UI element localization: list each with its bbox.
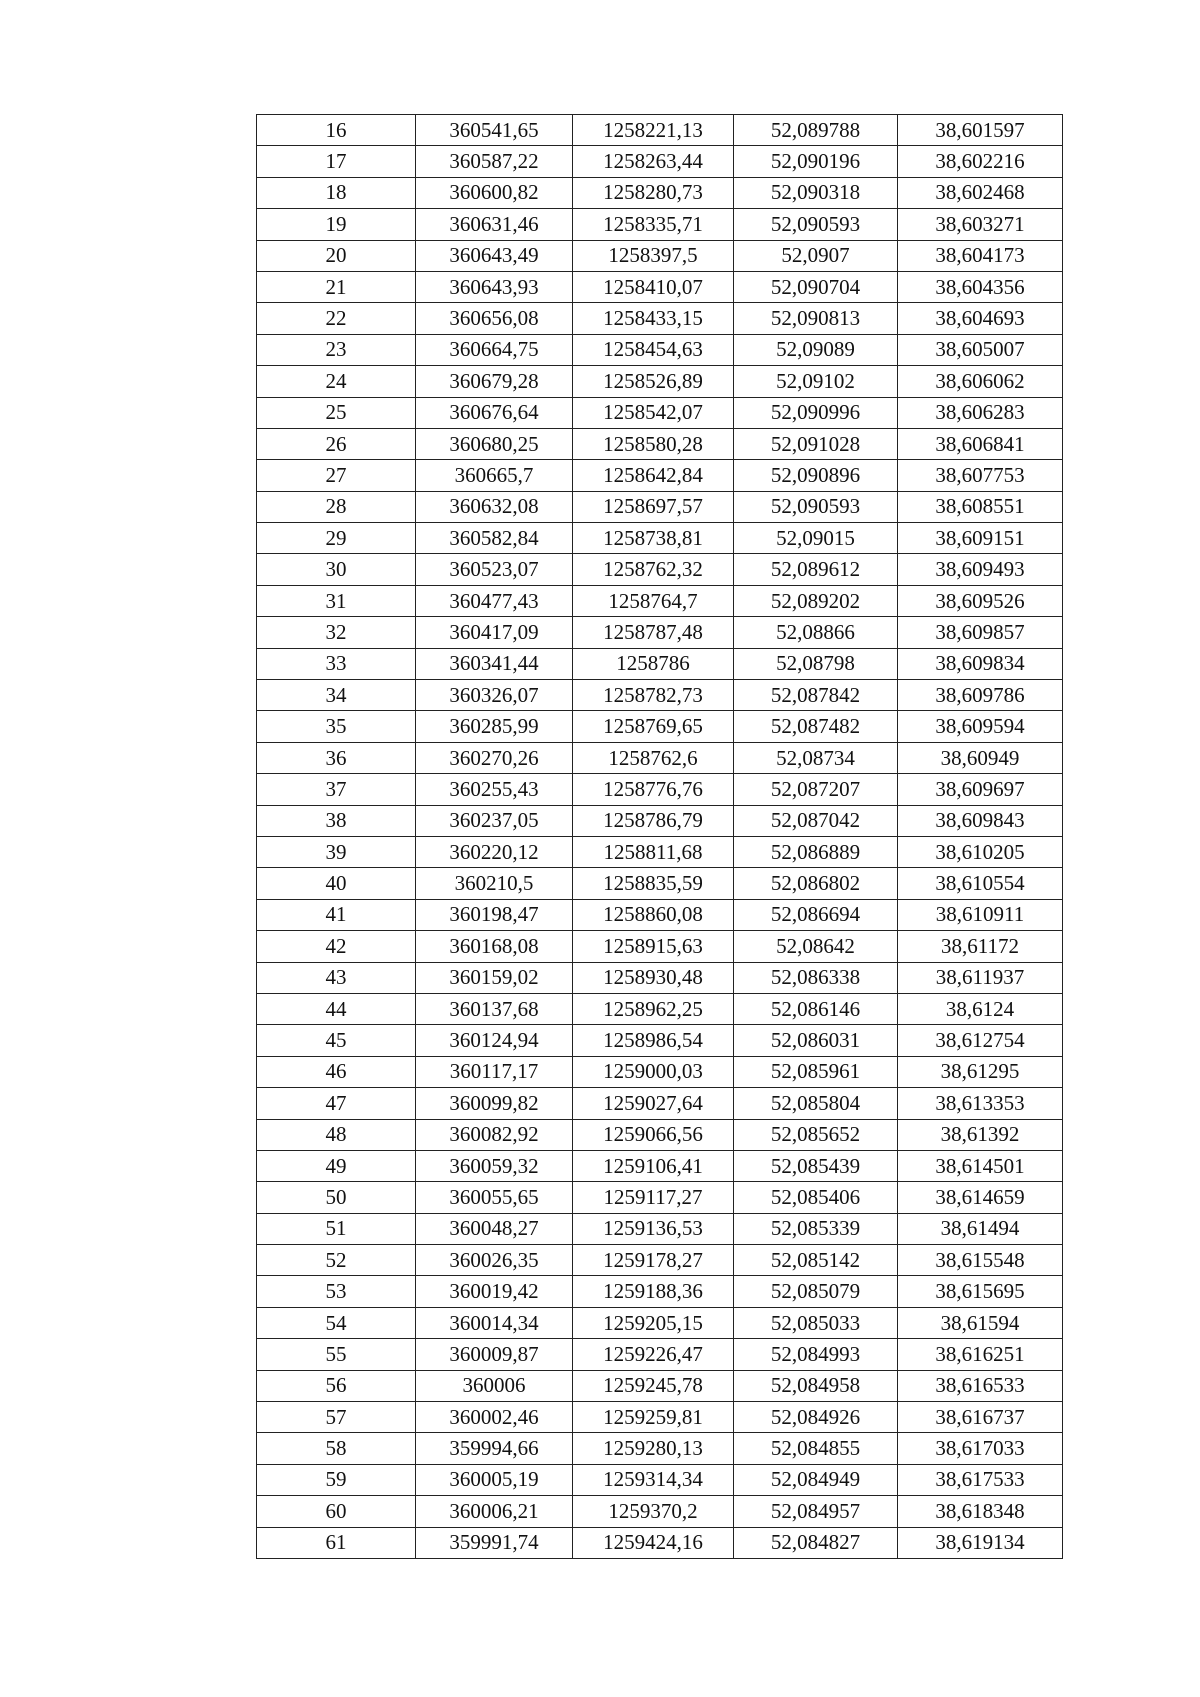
point-number-cell: 22 — [257, 303, 416, 334]
latitude-cell: 52,091028 — [734, 428, 898, 459]
x-coordinate-cell: 360099,82 — [416, 1088, 573, 1119]
longitude-cell: 38,60949 — [898, 742, 1063, 773]
point-number-cell: 31 — [257, 585, 416, 616]
point-number-cell: 24 — [257, 366, 416, 397]
table-row — [257, 397, 1063, 428]
longitude-cell: 38,606062 — [898, 366, 1063, 397]
x-coordinate-cell: 360059,32 — [416, 1150, 573, 1181]
table-row — [257, 366, 1063, 397]
point-number-cell: 51 — [257, 1213, 416, 1244]
y-coordinate-cell: 1258811,68 — [573, 836, 734, 867]
y-coordinate-cell: 1258786,79 — [573, 805, 734, 836]
longitude-cell: 38,617533 — [898, 1464, 1063, 1495]
table-row — [257, 993, 1063, 1024]
y-coordinate-cell: 1258782,73 — [573, 680, 734, 711]
latitude-cell: 52,085439 — [734, 1150, 898, 1181]
latitude-cell: 52,085652 — [734, 1119, 898, 1150]
longitude-cell: 38,604356 — [898, 271, 1063, 302]
y-coordinate-cell: 1259245,78 — [573, 1370, 734, 1401]
table-row — [257, 146, 1063, 177]
point-number-cell: 18 — [257, 177, 416, 208]
point-number-cell: 56 — [257, 1370, 416, 1401]
y-coordinate-cell: 1258397,5 — [573, 240, 734, 271]
x-coordinate-cell: 360117,17 — [416, 1056, 573, 1087]
point-number-cell: 20 — [257, 240, 416, 271]
longitude-cell: 38,602468 — [898, 177, 1063, 208]
y-coordinate-cell: 1258762,32 — [573, 554, 734, 585]
point-number-cell: 38 — [257, 805, 416, 836]
y-coordinate-cell: 1258221,13 — [573, 115, 734, 146]
table-row — [257, 460, 1063, 491]
point-number-cell: 25 — [257, 397, 416, 428]
x-coordinate-cell: 360270,26 — [416, 742, 573, 773]
table-row — [257, 648, 1063, 679]
x-coordinate-cell: 360006 — [416, 1370, 573, 1401]
table-row — [257, 1119, 1063, 1150]
longitude-cell: 38,609786 — [898, 680, 1063, 711]
x-coordinate-cell: 360048,27 — [416, 1213, 573, 1244]
point-number-cell: 19 — [257, 209, 416, 240]
latitude-cell: 52,084827 — [734, 1527, 898, 1558]
y-coordinate-cell: 1258335,71 — [573, 209, 734, 240]
x-coordinate-cell: 360220,12 — [416, 836, 573, 867]
y-coordinate-cell: 1258860,08 — [573, 899, 734, 930]
point-number-cell: 43 — [257, 962, 416, 993]
longitude-cell: 38,61295 — [898, 1056, 1063, 1087]
table-row — [257, 1213, 1063, 1244]
y-coordinate-cell: 1259106,41 — [573, 1150, 734, 1181]
longitude-cell: 38,618348 — [898, 1496, 1063, 1527]
x-coordinate-cell: 360014,34 — [416, 1307, 573, 1338]
x-coordinate-cell: 360523,07 — [416, 554, 573, 585]
longitude-cell: 38,61392 — [898, 1119, 1063, 1150]
longitude-cell: 38,609526 — [898, 585, 1063, 616]
y-coordinate-cell: 1258930,48 — [573, 962, 734, 993]
longitude-cell: 38,616737 — [898, 1402, 1063, 1433]
y-coordinate-cell: 1258786 — [573, 648, 734, 679]
y-coordinate-cell: 1258776,76 — [573, 774, 734, 805]
x-coordinate-cell: 360541,65 — [416, 115, 573, 146]
point-number-cell: 26 — [257, 428, 416, 459]
x-coordinate-cell: 360159,02 — [416, 962, 573, 993]
longitude-cell: 38,616533 — [898, 1370, 1063, 1401]
table-row — [257, 1150, 1063, 1181]
latitude-cell: 52,086889 — [734, 836, 898, 867]
y-coordinate-cell: 1258263,44 — [573, 146, 734, 177]
longitude-cell: 38,609857 — [898, 617, 1063, 648]
longitude-cell: 38,609834 — [898, 648, 1063, 679]
table-row — [257, 585, 1063, 616]
point-number-cell: 53 — [257, 1276, 416, 1307]
table-row — [257, 334, 1063, 365]
latitude-cell: 52,084926 — [734, 1402, 898, 1433]
longitude-cell: 38,605007 — [898, 334, 1063, 365]
x-coordinate-cell: 360665,7 — [416, 460, 573, 491]
table-row — [257, 523, 1063, 554]
x-coordinate-cell: 360002,46 — [416, 1402, 573, 1433]
table-row — [257, 1088, 1063, 1119]
latitude-cell: 52,086802 — [734, 868, 898, 899]
table-row — [257, 1464, 1063, 1495]
y-coordinate-cell: 1258433,15 — [573, 303, 734, 334]
latitude-cell: 52,086146 — [734, 993, 898, 1024]
latitude-cell: 52,0907 — [734, 240, 898, 271]
x-coordinate-cell: 360679,28 — [416, 366, 573, 397]
point-number-cell: 37 — [257, 774, 416, 805]
x-coordinate-cell: 360168,08 — [416, 931, 573, 962]
latitude-cell: 52,090196 — [734, 146, 898, 177]
longitude-cell: 38,607753 — [898, 460, 1063, 491]
y-coordinate-cell: 1259314,34 — [573, 1464, 734, 1495]
longitude-cell: 38,604173 — [898, 240, 1063, 271]
latitude-cell: 52,085339 — [734, 1213, 898, 1244]
longitude-cell: 38,615548 — [898, 1245, 1063, 1276]
table-row — [257, 428, 1063, 459]
latitude-cell: 52,090996 — [734, 397, 898, 428]
table-row — [257, 868, 1063, 899]
latitude-cell: 52,090318 — [734, 177, 898, 208]
longitude-cell: 38,610205 — [898, 836, 1063, 867]
table-row — [257, 931, 1063, 962]
table-row — [257, 774, 1063, 805]
point-number-cell: 17 — [257, 146, 416, 177]
x-coordinate-cell: 360643,49 — [416, 240, 573, 271]
x-coordinate-cell: 360005,19 — [416, 1464, 573, 1495]
point-number-cell: 34 — [257, 680, 416, 711]
point-number-cell: 59 — [257, 1464, 416, 1495]
table-row — [257, 1527, 1063, 1558]
table-row — [257, 711, 1063, 742]
y-coordinate-cell: 1258764,7 — [573, 585, 734, 616]
point-number-cell: 57 — [257, 1402, 416, 1433]
point-number-cell: 54 — [257, 1307, 416, 1338]
table-row — [257, 836, 1063, 867]
y-coordinate-cell: 1259178,27 — [573, 1245, 734, 1276]
latitude-cell: 52,087207 — [734, 774, 898, 805]
latitude-cell: 52,085033 — [734, 1307, 898, 1338]
longitude-cell: 38,6124 — [898, 993, 1063, 1024]
latitude-cell: 52,089612 — [734, 554, 898, 585]
x-coordinate-cell: 360477,43 — [416, 585, 573, 616]
x-coordinate-cell: 360664,75 — [416, 334, 573, 365]
x-coordinate-cell: 360210,5 — [416, 868, 573, 899]
table-row — [257, 491, 1063, 522]
longitude-cell: 38,615695 — [898, 1276, 1063, 1307]
table-row — [257, 1339, 1063, 1370]
table-row — [257, 554, 1063, 585]
latitude-cell: 52,08734 — [734, 742, 898, 773]
longitude-cell: 38,609697 — [898, 774, 1063, 805]
latitude-cell: 52,090896 — [734, 460, 898, 491]
point-number-cell: 47 — [257, 1088, 416, 1119]
x-coordinate-cell: 360285,99 — [416, 711, 573, 742]
table-row — [257, 742, 1063, 773]
y-coordinate-cell: 1258962,25 — [573, 993, 734, 1024]
latitude-cell: 52,090593 — [734, 491, 898, 522]
latitude-cell: 52,084855 — [734, 1433, 898, 1464]
table-row — [257, 962, 1063, 993]
x-coordinate-cell: 360587,22 — [416, 146, 573, 177]
longitude-cell: 38,609151 — [898, 523, 1063, 554]
y-coordinate-cell: 1258835,59 — [573, 868, 734, 899]
longitude-cell: 38,61594 — [898, 1307, 1063, 1338]
y-coordinate-cell: 1258454,63 — [573, 334, 734, 365]
x-coordinate-cell: 360632,08 — [416, 491, 573, 522]
point-number-cell: 32 — [257, 617, 416, 648]
y-coordinate-cell: 1259205,15 — [573, 1307, 734, 1338]
x-coordinate-cell: 360055,65 — [416, 1182, 573, 1213]
y-coordinate-cell: 1258787,48 — [573, 617, 734, 648]
longitude-cell: 38,609594 — [898, 711, 1063, 742]
table-row — [257, 1433, 1063, 1464]
longitude-cell: 38,61172 — [898, 931, 1063, 962]
latitude-cell: 52,084957 — [734, 1496, 898, 1527]
longitude-cell: 38,610554 — [898, 868, 1063, 899]
point-number-cell: 45 — [257, 1025, 416, 1056]
point-number-cell: 55 — [257, 1339, 416, 1370]
y-coordinate-cell: 1258642,84 — [573, 460, 734, 491]
point-number-cell: 61 — [257, 1527, 416, 1558]
x-coordinate-cell: 360009,87 — [416, 1339, 573, 1370]
coordinates-table — [256, 114, 1063, 1559]
y-coordinate-cell: 1259136,53 — [573, 1213, 734, 1244]
point-number-cell: 16 — [257, 115, 416, 146]
longitude-cell: 38,61494 — [898, 1213, 1063, 1244]
table-row — [257, 1025, 1063, 1056]
longitude-cell: 38,609843 — [898, 805, 1063, 836]
y-coordinate-cell: 1259226,47 — [573, 1339, 734, 1370]
longitude-cell: 38,614501 — [898, 1150, 1063, 1181]
point-number-cell: 35 — [257, 711, 416, 742]
longitude-cell: 38,602216 — [898, 146, 1063, 177]
point-number-cell: 52 — [257, 1245, 416, 1276]
x-coordinate-cell: 360237,05 — [416, 805, 573, 836]
point-number-cell: 28 — [257, 491, 416, 522]
table-row — [257, 899, 1063, 930]
x-coordinate-cell: 360582,84 — [416, 523, 573, 554]
latitude-cell: 52,08798 — [734, 648, 898, 679]
x-coordinate-cell: 360680,25 — [416, 428, 573, 459]
table-row — [257, 303, 1063, 334]
y-coordinate-cell: 1259424,16 — [573, 1527, 734, 1558]
latitude-cell: 52,084949 — [734, 1464, 898, 1495]
longitude-cell: 38,601597 — [898, 115, 1063, 146]
latitude-cell: 52,085804 — [734, 1088, 898, 1119]
longitude-cell: 38,611937 — [898, 962, 1063, 993]
latitude-cell: 52,086031 — [734, 1025, 898, 1056]
x-coordinate-cell: 360676,64 — [416, 397, 573, 428]
y-coordinate-cell: 1259066,56 — [573, 1119, 734, 1150]
latitude-cell: 52,087042 — [734, 805, 898, 836]
latitude-cell: 52,090813 — [734, 303, 898, 334]
point-number-cell: 39 — [257, 836, 416, 867]
point-number-cell: 23 — [257, 334, 416, 365]
longitude-cell: 38,619134 — [898, 1527, 1063, 1558]
latitude-cell: 52,084958 — [734, 1370, 898, 1401]
point-number-cell: 41 — [257, 899, 416, 930]
longitude-cell: 38,617033 — [898, 1433, 1063, 1464]
y-coordinate-cell: 1258542,07 — [573, 397, 734, 428]
point-number-cell: 44 — [257, 993, 416, 1024]
y-coordinate-cell: 1258986,54 — [573, 1025, 734, 1056]
x-coordinate-cell: 360124,94 — [416, 1025, 573, 1056]
x-coordinate-cell: 360082,92 — [416, 1119, 573, 1150]
table-row — [257, 240, 1063, 271]
latitude-cell: 52,085079 — [734, 1276, 898, 1307]
point-number-cell: 58 — [257, 1433, 416, 1464]
point-number-cell: 21 — [257, 271, 416, 302]
x-coordinate-cell: 360643,93 — [416, 271, 573, 302]
longitude-cell: 38,608551 — [898, 491, 1063, 522]
y-coordinate-cell: 1259027,64 — [573, 1088, 734, 1119]
latitude-cell: 52,085961 — [734, 1056, 898, 1087]
y-coordinate-cell: 1259117,27 — [573, 1182, 734, 1213]
point-number-cell: 27 — [257, 460, 416, 491]
y-coordinate-cell: 1258762,6 — [573, 742, 734, 773]
table-row — [257, 1402, 1063, 1433]
point-number-cell: 48 — [257, 1119, 416, 1150]
point-number-cell: 40 — [257, 868, 416, 899]
latitude-cell: 52,086694 — [734, 899, 898, 930]
x-coordinate-cell: 360019,42 — [416, 1276, 573, 1307]
y-coordinate-cell: 1259280,13 — [573, 1433, 734, 1464]
y-coordinate-cell: 1258697,57 — [573, 491, 734, 522]
y-coordinate-cell: 1258769,65 — [573, 711, 734, 742]
latitude-cell: 52,09102 — [734, 366, 898, 397]
coordinates-table-body — [257, 115, 1063, 1559]
point-number-cell: 50 — [257, 1182, 416, 1213]
y-coordinate-cell: 1258526,89 — [573, 366, 734, 397]
longitude-cell: 38,606841 — [898, 428, 1063, 459]
longitude-cell: 38,613353 — [898, 1088, 1063, 1119]
x-coordinate-cell: 360417,09 — [416, 617, 573, 648]
x-coordinate-cell: 359994,66 — [416, 1433, 573, 1464]
point-number-cell: 60 — [257, 1496, 416, 1527]
y-coordinate-cell: 1259188,36 — [573, 1276, 734, 1307]
latitude-cell: 52,089788 — [734, 115, 898, 146]
x-coordinate-cell: 360137,68 — [416, 993, 573, 1024]
latitude-cell: 52,086338 — [734, 962, 898, 993]
table-row — [257, 1245, 1063, 1276]
x-coordinate-cell: 360631,46 — [416, 209, 573, 240]
latitude-cell: 52,085142 — [734, 1245, 898, 1276]
point-number-cell: 29 — [257, 523, 416, 554]
longitude-cell: 38,606283 — [898, 397, 1063, 428]
x-coordinate-cell: 359991,74 — [416, 1527, 573, 1558]
table-row — [257, 115, 1063, 146]
table-row — [257, 1370, 1063, 1401]
table-row — [257, 177, 1063, 208]
latitude-cell: 52,085406 — [734, 1182, 898, 1213]
point-number-cell: 30 — [257, 554, 416, 585]
latitude-cell: 52,09015 — [734, 523, 898, 554]
latitude-cell: 52,090593 — [734, 209, 898, 240]
latitude-cell: 52,090704 — [734, 271, 898, 302]
table-row — [257, 1276, 1063, 1307]
table-row — [257, 680, 1063, 711]
table-row — [257, 271, 1063, 302]
latitude-cell: 52,087842 — [734, 680, 898, 711]
x-coordinate-cell: 360326,07 — [416, 680, 573, 711]
longitude-cell: 38,610911 — [898, 899, 1063, 930]
y-coordinate-cell: 1258580,28 — [573, 428, 734, 459]
latitude-cell: 52,09089 — [734, 334, 898, 365]
y-coordinate-cell: 1259370,2 — [573, 1496, 734, 1527]
y-coordinate-cell: 1259000,03 — [573, 1056, 734, 1087]
y-coordinate-cell: 1258280,73 — [573, 177, 734, 208]
y-coordinate-cell: 1258410,07 — [573, 271, 734, 302]
y-coordinate-cell: 1258738,81 — [573, 523, 734, 554]
point-number-cell: 49 — [257, 1150, 416, 1181]
point-number-cell: 36 — [257, 742, 416, 773]
y-coordinate-cell: 1259259,81 — [573, 1402, 734, 1433]
latitude-cell: 52,087482 — [734, 711, 898, 742]
y-coordinate-cell: 1258915,63 — [573, 931, 734, 962]
longitude-cell: 38,612754 — [898, 1025, 1063, 1056]
table-row — [257, 1307, 1063, 1338]
table-row — [257, 805, 1063, 836]
x-coordinate-cell: 360026,35 — [416, 1245, 573, 1276]
x-coordinate-cell: 360656,08 — [416, 303, 573, 334]
point-number-cell: 46 — [257, 1056, 416, 1087]
x-coordinate-cell: 360006,21 — [416, 1496, 573, 1527]
x-coordinate-cell: 360255,43 — [416, 774, 573, 805]
longitude-cell: 38,603271 — [898, 209, 1063, 240]
latitude-cell: 52,08866 — [734, 617, 898, 648]
x-coordinate-cell: 360600,82 — [416, 177, 573, 208]
table-row — [257, 1182, 1063, 1213]
longitude-cell: 38,604693 — [898, 303, 1063, 334]
latitude-cell: 52,089202 — [734, 585, 898, 616]
longitude-cell: 38,614659 — [898, 1182, 1063, 1213]
table-row — [257, 1496, 1063, 1527]
latitude-cell: 52,08642 — [734, 931, 898, 962]
table-row — [257, 617, 1063, 648]
table-row — [257, 209, 1063, 240]
longitude-cell: 38,616251 — [898, 1339, 1063, 1370]
table-row — [257, 1056, 1063, 1087]
longitude-cell: 38,609493 — [898, 554, 1063, 585]
point-number-cell: 33 — [257, 648, 416, 679]
x-coordinate-cell: 360198,47 — [416, 899, 573, 930]
latitude-cell: 52,084993 — [734, 1339, 898, 1370]
x-coordinate-cell: 360341,44 — [416, 648, 573, 679]
point-number-cell: 42 — [257, 931, 416, 962]
